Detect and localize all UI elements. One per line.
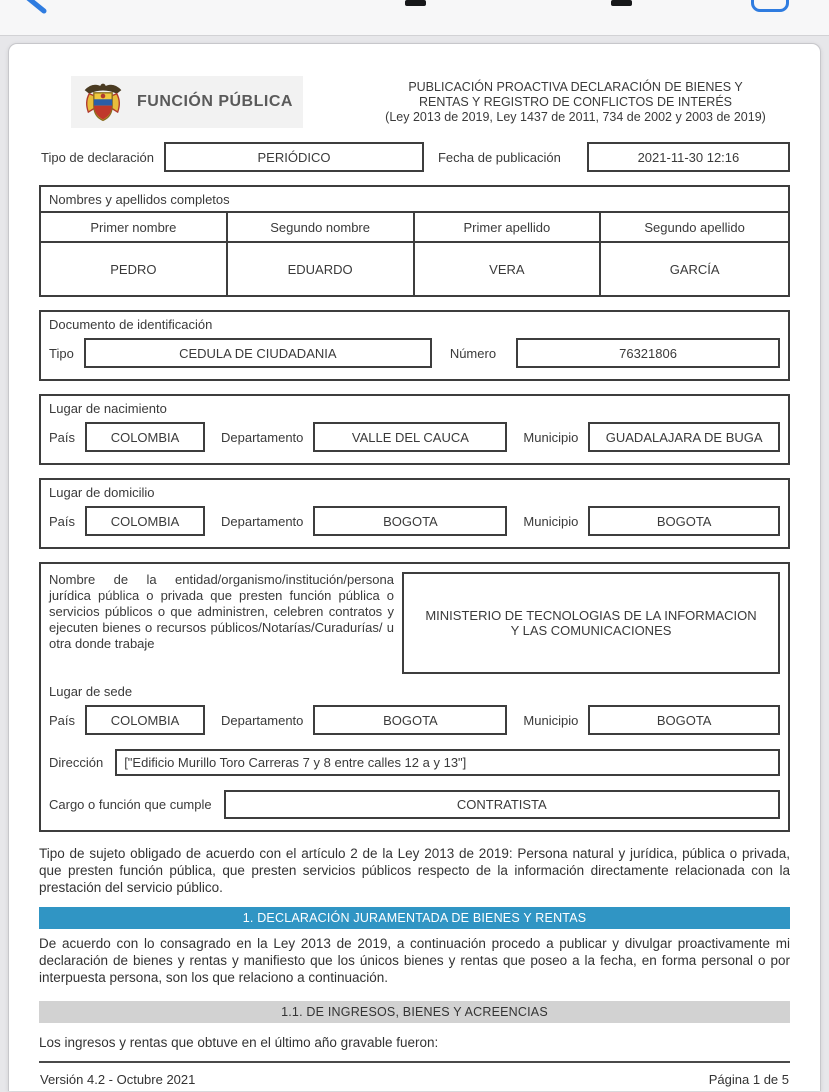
app-toolbar [0,0,829,36]
primer-apellido-value: VERA [415,243,602,295]
primer-nombre-value: PEDRO [41,243,228,295]
nombres-section-title: Nombres y apellidos completos [49,192,230,207]
funcion-publica-logo [71,76,303,128]
nacimiento-municipio-label: Municipio [523,429,579,445]
section-nacimiento [39,394,790,465]
back-chevron-icon[interactable] [18,0,52,14]
domicilio-pais-value: COLOMBIA [85,506,205,536]
ingresos-intro-text: Los ingresos y rentas que obtuve en el último año gravable fueron: [39,1035,439,1050]
sede-municipio-label: Municipio [523,712,579,728]
nombres-header: Segundo nombre [228,213,415,243]
sede-row [49,705,780,735]
seccion-1-header: 1. DECLARACIÓN JURAMENTADA DE BIENES Y RENTAS [39,907,790,929]
cargo-label: Cargo o función que cumple [49,797,212,812]
sede-section-title: Lugar de sede [49,684,133,699]
segundo-nombre-value: EDUARDO [228,243,415,295]
document-footer [39,1063,790,1087]
nacimiento-pais-value: COLOMBIA [85,422,205,452]
page-number: Página 1 de 5 [708,1072,789,1087]
sujeto-obligado-text: Tipo de sujeto obligado de acuerdo con el artículo 2 de la Ley 2013 de 2019: Persona natural y jurídica, pública o privada, que presten función pública, que presten servicios públicos respecto de la información directamente relacionada con la prestación del servicio público. [39,846,790,895]
tipo-declaracion-value: PERIÓDICO [164,142,424,172]
tabs-icon[interactable] [751,0,789,12]
tipo-declaracion-label: Tipo de declaración [41,149,154,165]
section-entidad [39,562,790,832]
seccion-1-1-header: 1.1. DE INGRESOS, BIENES Y ACREENCIAS [39,1001,790,1023]
fecha-publicacion-value: 2021-11-30 12:16 [587,142,790,172]
direccion-value: ["Edificio Murillo Toro Carreras 7 y 8 entre calles 12 a y 13"] [115,749,780,776]
section-nombres [39,185,790,297]
sede-pais-label: País [49,712,76,728]
nacimiento-departamento-label: Departamento [221,429,304,445]
entidad-row [49,572,780,674]
declaration-type-row [41,142,790,172]
sede-municipio-value: BOGOTA [588,705,780,735]
documento-row [49,338,780,368]
nacimiento-municipio-value: GUADALAJARA DE BUGA [588,422,780,452]
domicilio-departamento-label: Departamento [221,513,304,529]
document-header [39,74,790,130]
toolbar-icon-right[interactable] [611,0,632,6]
section-domicilio [39,478,790,549]
title-line-2: RENTAS Y REGISTRO DE CONFLICTOS DE INTERÉS [418,94,733,109]
title-line-1: PUBLICACIÓN PROACTIVA DECLARACIÓN DE BIENES Y [408,79,743,94]
document-title [303,80,790,125]
section-documento [39,310,790,381]
domicilio-departamento-value: BOGOTA [313,506,507,536]
nombres-header: Primer nombre [41,213,228,243]
toolbar-icon-left[interactable] [405,0,426,6]
domicilio-municipio-value: BOGOTA [588,506,780,536]
domicilio-municipio-label: Municipio [523,513,579,529]
cargo-value: CONTRATISTA [224,790,780,819]
nombres-header: Primer apellido [415,213,602,243]
documento-numero-value: 76321806 [516,338,780,368]
sede-departamento-label: Departamento [221,712,304,728]
sede-departamento-value: BOGOTA [313,705,507,735]
nombres-table [41,211,788,295]
domicilio-pais-label: País [49,513,76,529]
nacimiento-row [49,422,780,452]
direccion-row [49,749,780,776]
title-line-3: (Ley 2013 de 2019, Ley 1437 de 2011, 734 de 2002 y 2003 de 2019) [385,109,766,124]
seccion-1-text: De acuerdo con lo consagrado en la Ley 2013 de 2019, a continuación procedo a publicar y divulgar proactivamente mi declaración de bienes y rentas y manifiesto que los únicos bienes y rentas que poseo a la fecha, en forma personal o por interpuesta persona, son los que relaciono a continuación. [39,936,790,985]
entidad-nombre-label: Nombre de la entidad/organismo/institución/persona jurídica pública o privada que presten función pública o servicios públicos o que administren, celebren contratos y ejecuten bienes o recursos públicos/Notarías/Curadurías/ u otra donde trabaje [49,572,394,651]
fecha-publicacion-label: Fecha de publicación [437,149,561,165]
colombia-coat-of-arms-icon [81,79,125,125]
nacimiento-section-title: Lugar de nacimiento [49,401,167,416]
version-text: Versión 4.2 - Octubre 2021 [40,1072,196,1087]
direccion-label: Dirección [49,755,104,770]
nacimiento-departamento-value: VALLE DEL CAUCA [313,422,507,452]
documento-tipo-label: Tipo [49,345,74,361]
nacimiento-pais-label: País [49,429,76,445]
entidad-nombre-value: MINISTERIO DE TECNOLOGIAS DE LA INFORMACION Y LAS COMUNICACIONES [402,572,780,674]
segundo-apellido-value: GARCÍA [669,261,720,277]
cargo-row [49,790,780,819]
documento-section-title: Documento de identificación [49,317,213,332]
nombres-header: Segundo apellido [601,213,788,243]
domicilio-row [49,506,780,536]
documento-numero-label: Número [449,345,497,361]
domicilio-section-title: Lugar de domicilio [49,485,155,500]
document-page [8,43,821,1091]
sede-pais-value: COLOMBIA [85,705,205,735]
logo-label: FUNCIÓN PÚBLICA [137,93,293,110]
documento-tipo-value: CEDULA DE CIUDADANIA [84,338,432,368]
